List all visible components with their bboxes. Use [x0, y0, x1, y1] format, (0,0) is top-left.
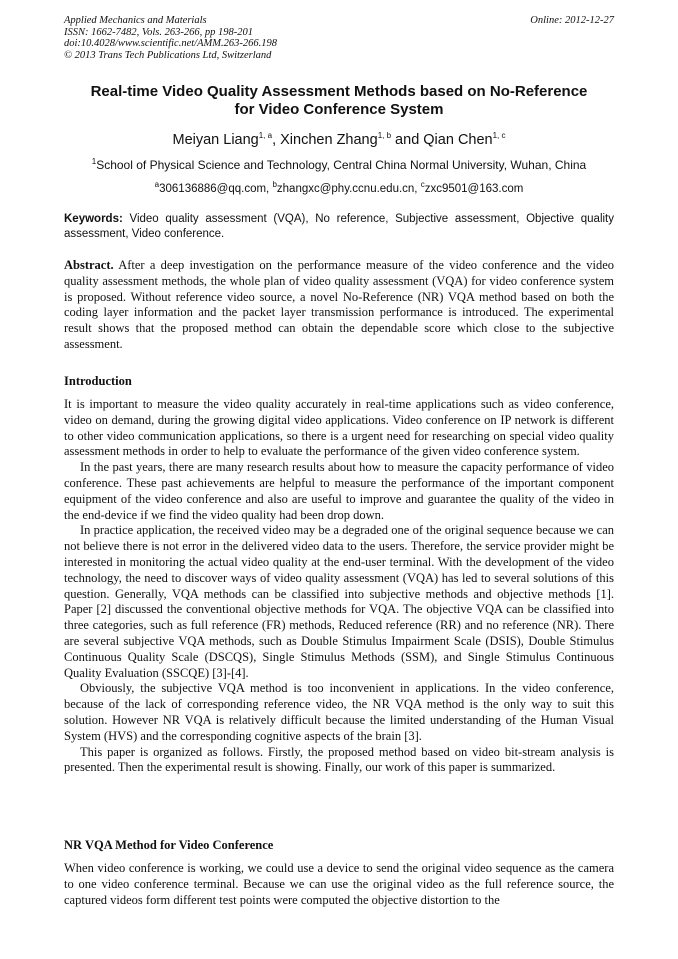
doi-line: doi:10.4028/www.scientific.net/AMM.263-266.198 — [64, 38, 277, 49]
journal-name: Applied Mechanics and Materials — [64, 15, 207, 26]
paragraph: When video conference is working, we could use a device to send the original video sequence as the camera to one video conference terminal. Because we can use the original video as the full reference source, the captured videos form different test points were computed the objective distortion to the — [64, 861, 614, 907]
copyright-line: © 2013 Trans Tech Publications Ltd, Switzerland — [64, 49, 272, 61]
abstract-label: Abstract. — [64, 258, 114, 272]
online-date: Online: 2012-12-27 — [530, 15, 614, 26]
author-superscript: 1, c — [492, 131, 506, 140]
paragraph: In the past years, there are many research results about how to measure the capacity performance of video conference. These past achievements are helpful to measure the performance of the important component equipment of the video conference and also are useful to improve and guarantee the quality of the video in the end-device if we find the video quality had been drop down. — [64, 460, 614, 522]
title-line-1: Real-time Video Quality Assessment Methods based on No-Reference — [90, 83, 588, 100]
email-list — [64, 180, 614, 195]
introduction-body — [64, 397, 614, 776]
keywords-text: Video quality assessment (VQA), No reference, Subjective assessment, Objective quality assessment, Video conference. — [64, 213, 614, 240]
issn-line: ISSN: 1662-7482, Vols. 263-266, pp 198-201 — [64, 26, 253, 38]
abstract-text: After a deep investigation on the performance measure of the video conference and the video quality assessment methods, the whole plan of video quality assessment (VQA) for video conference system is proposed. Without reference video source, a novel No-Reference (NR) VQA method based on both the coding layer information and the packet layer transmission performance is introduced. The experimental result shows that the proposed method can obtain the dependable score which close to the subjective assessment. — [64, 258, 614, 351]
keywords — [64, 212, 614, 242]
keywords-label: Keywords: — [64, 213, 123, 225]
affiliation-superscript: 1 — [91, 157, 97, 166]
journal-header — [64, 15, 277, 61]
author-name: Qian Chen — [423, 131, 493, 148]
paragraph: In practice application, the received video may be a degraded one of the original sequence because we can not believe there is not error in the delivered video data to the users. Therefore, the service provider might be interested in monitoring the actual video quality at the end-user terminal. With the development of the video technology, the need to discover ways of video quality assessment (VQA) has led to several solutions of this question. Generally, VQA methods can be classified into subjective methods and objective methods [1]. Paper [2] discussed the conventional objective methods for VQA. The objective VQA can be classified into three categories, such as full reference (FR) methods, Reduced reference (RR) and no reference (NR). There are several subjective VQA methods, such as Double Stimulus Impairment Scale (DSIS), Double Stimulus Continuous Quality Scale (DSCQS), Single Stimulus Methods (SSM), and Single Stimulus Continuous Quality Evaluation (SSCQE) [3]-[4]. — [64, 523, 614, 680]
email-address: zhangxc@phy.ccnu.edu.cn, — [276, 182, 421, 195]
email-address: 306136886@qq.com, — [159, 182, 273, 195]
email-superscript: c — [420, 180, 425, 189]
author-list — [64, 131, 614, 148]
author-superscript: 1, b — [377, 131, 392, 140]
paragraph: It is important to measure the video quality accurately in real-time applications such as video conference, video on demand, during the growing digital video applications. Video conference on IP network is different to other video communication applications, so there is a urgent need for researching on special video quality assessment methods in order to help to evaluate the performance of the given video conference system. — [64, 397, 614, 459]
affiliation-text: School of Physical Science and Technology, Central China Normal University, Wuhan, China — [96, 158, 587, 172]
title-line-2: for Video Conference System — [234, 101, 444, 118]
author-name: Xinchen Zhang — [280, 131, 378, 148]
paper-title — [64, 83, 614, 119]
author-separator: , — [272, 131, 281, 148]
abstract — [64, 258, 614, 353]
email-address: zxc9501@163.com — [424, 182, 524, 195]
author-superscript: 1, a — [258, 131, 273, 140]
paragraph: This paper is organized as follows. Firstly, the proposed method based on video bit-stream analysis is presented. Then the experimental result is showing. Finally, our work of this paper is summarized. — [64, 744, 614, 775]
email-superscript: a — [154, 180, 160, 189]
paragraph: Obviously, the subjective VQA method is too inconvenient in applications. In the video conference, because of the lack of corresponding reference video, the NR VQA method is the only way to suit this solution. However NR VQA is relatively difficult because the limited understanding of the Human Visual System (HVS) and the corresponding cognitive aspects of the brain [3]. — [64, 681, 614, 743]
author-name: Meiyan Liang — [172, 131, 259, 148]
author-separator: and — [391, 131, 424, 148]
section-heading-introduction: Introduction — [64, 374, 132, 388]
section-heading-nr-vqa: NR VQA Method for Video Conference — [64, 838, 274, 852]
affiliation — [64, 157, 614, 172]
email-superscript: b — [272, 180, 277, 189]
nr-vqa-body — [64, 861, 614, 908]
